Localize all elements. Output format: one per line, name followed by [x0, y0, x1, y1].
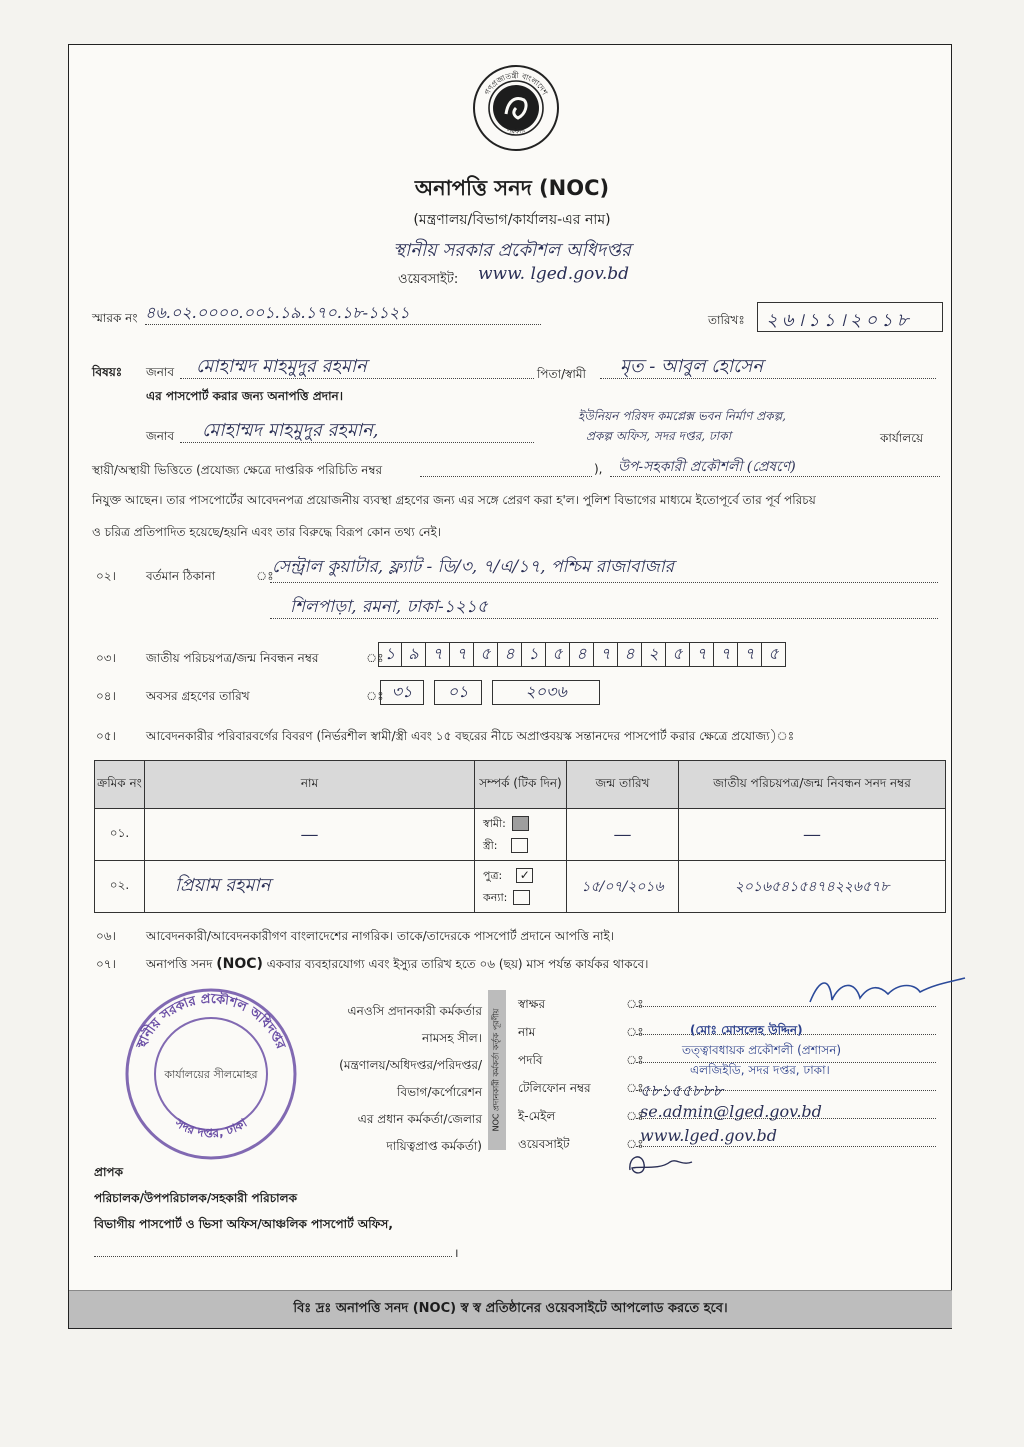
office-detail-1: ইউনিয়ন পরিষদ কমপ্লেক্স ভবন নির্মাণ প্রকল্প, — [578, 409, 786, 423]
nid-digit-box: ৪ — [498, 642, 522, 667]
nid-digit-box: ৭ — [738, 642, 762, 667]
row-nid: — — [679, 809, 946, 861]
nid-digit-box: ১ — [522, 642, 546, 667]
left-line: বিভাগ/কর্পোরেশন — [397, 1085, 482, 1099]
father-label: পিতা/স্বামী — [537, 367, 586, 381]
nid-digit-box: ৭ — [714, 642, 738, 667]
row-dob: ১৫/০৭/২০১৬ — [567, 861, 679, 913]
permanent-text: স্থায়ী/অস্থায়ী ভিত্তিতে (প্রযোজ্য ক্ষেত্রে দাপ্তরিক পরিচিতি নম্বর — [92, 463, 383, 477]
label-name: নাম — [518, 1025, 536, 1039]
memo-value: ৪৬.০২.০০০০.০০১.১৯.১৭০.১৮-১১২১ — [145, 303, 410, 322]
father-value: মৃত - আবুল হোসেন — [620, 356, 764, 377]
retire-year: ২০৩৬ — [492, 680, 600, 705]
retire-label: অবসর গ্রহণের তারিখ — [146, 689, 250, 703]
permanent-dotline — [420, 476, 592, 477]
name2-dotline — [180, 442, 534, 443]
nid-digit-box: ১ — [378, 642, 402, 667]
signatory-name: (মোঃ মোসলেহ উদ্দিন) — [690, 1023, 803, 1037]
email-value: se.admin@lged.gov.bd — [640, 1102, 822, 1121]
left-line: (মন্ত্রণালয়/অধিদপ্তর/পরিদপ্তর/ — [339, 1058, 482, 1072]
th-name: নাম — [145, 761, 475, 809]
table-row — [95, 809, 946, 861]
signature-scribble-icon — [800, 972, 970, 1012]
date-label: তারিখঃ — [708, 313, 745, 327]
paragraph-2: ও চরিত্র প্রতিপাদিত হয়েছে/হয়নি এবং তার বিরুদ্ধে বিরূপ কোন তথ্য নেই। — [92, 525, 442, 539]
address-line-1: সেন্ট্রাল কুয়াটার, ফ্ল্যাট - ডি/৩, ৭/এ/১৭, পশ্চিম রাজাবাজার — [272, 557, 674, 577]
th-nid: জাতীয় পরিচয়পত্র/জন্ম নিবন্ধন সনদ নম্বর — [679, 761, 946, 809]
recipient-line-1: পরিচালক/উপপরিচালক/সহকারী পরিচালক — [94, 1191, 297, 1205]
address-dotline-1 — [270, 582, 938, 583]
rel-husband: স্বামী: — [483, 816, 506, 830]
row-serial: ০২. — [95, 861, 145, 913]
nid-digit-box: ৫ — [762, 642, 786, 667]
signatory-designation: তত্ত্বাবধায়ক প্রকৌশলী (প্রশাসন) — [682, 1043, 842, 1057]
designation-value: উপ-সহকারী প্রকৌশলী (প্রেষণে) — [618, 459, 796, 475]
item-04-num: ০৪। — [96, 689, 116, 703]
row-dob: — — [567, 809, 679, 861]
row-name: — — [145, 809, 475, 861]
seal-ring-text: স্থানীয় সরকার প্রকৌশল অধিদপ্তর — [134, 991, 288, 1052]
mr-label: জনাব — [146, 365, 175, 379]
table-row — [95, 861, 946, 913]
label-email: ই-মেইল — [518, 1109, 556, 1123]
office-seal-icon — [118, 984, 304, 1164]
note-07 — [146, 956, 648, 976]
item-03-num: ০৩। — [96, 651, 116, 665]
designation-dotline — [610, 476, 940, 477]
left-line: দায়িত্বপ্রাপ্ত কর্মকর্তা) — [386, 1139, 482, 1153]
government-seal-icon — [472, 64, 560, 152]
nid-digit-box: ৭ — [450, 642, 474, 667]
nid-digit-box: ৭ — [594, 642, 618, 667]
nid-digit-box: ৯ — [402, 642, 426, 667]
row-name: প্রিয়াম রহমান — [145, 861, 475, 913]
applicant-name: মোহাম্মদ মাহমুদুর রহমান — [196, 356, 367, 377]
family-label: আবেদনকারীর পরিবারবর্গের বিবরণ (নির্ভরশীল স্বামী/স্ত্রী এবং ১৫ বছরের নীচে অপ্রাপ্তবয়স্ক সন্তানদের পাসপোর্ট করার ক্ষেত্রে প্রযোজ্য)ঃ — [146, 729, 795, 743]
page-title: অনাপত্তি সনদ (NOC) — [414, 176, 610, 200]
nid-digit-box: ২ — [642, 642, 666, 667]
left-line: এনওসি প্রদানকারী কর্মকর্তার — [347, 1004, 482, 1018]
subject-label: বিষয়ঃ — [92, 365, 123, 379]
address-line-2: শিলপাড়া, রমনা, ঢাকা-১২১৫ — [290, 597, 488, 617]
left-line: এর প্রধান কর্মকর্তা/জেলার — [357, 1112, 482, 1126]
seal-bottom-text: সদর দপ্তর, ঢাকা — [172, 1115, 250, 1141]
item-05-num: ০৫। — [96, 729, 116, 743]
initial-scribble-icon — [620, 1148, 700, 1178]
rel-wife: স্ত্রী: — [483, 838, 498, 852]
th-relation: সম্পর্ক (টিক দিন) — [475, 761, 567, 809]
nid-digit-box: ৫ — [474, 642, 498, 667]
seal-text-bottom: সরকার — [505, 125, 527, 136]
svg-text:স্থানীয় সরকার প্রকৌশল অধিদপ্ত — [134, 989, 289, 1052]
father-dotline — [600, 378, 936, 379]
wife-checkbox[interactable] — [511, 838, 528, 853]
seal-text-top: গণপ্রজাতন্ত্রী বাংলাদেশ — [482, 70, 550, 97]
office-detail-2: প্রকল্প অফিস, সদর দপ্তর, ঢাকা — [586, 429, 732, 443]
noc-vertical-strip — [488, 990, 506, 1150]
paragraph-1: নিযুক্ত আছেন। তার পাসপোর্টের আবেদনপত্র প্রয়োজনীয় ব্যবস্থা গ্রহণের জন্য এর সঙ্গে প্রেরণ করা হ'ল। পুলিশ বিভাগের মাধ্যমে ইতোপূর্বে তার পূর্ব পরিচয় — [92, 493, 816, 507]
address-dotline-2 — [270, 618, 938, 619]
website-label: ওয়েবসাইট: — [398, 272, 459, 287]
recipient-line-2: বিভাগীয় পাসপোর্ট ও ভিসা অফিস/আঞ্চলিক পাসপোর্ট অফিস, — [94, 1217, 393, 1231]
left-line: নামসহ সীল। — [422, 1031, 482, 1045]
signature-left-block — [308, 998, 482, 1160]
address-label: বর্তমান ঠিকানা — [146, 569, 216, 583]
daughter-checkbox[interactable] — [513, 890, 530, 905]
svg-text:সদর দপ্তর, ঢাকা — [172, 1115, 250, 1140]
retire-boxes — [380, 680, 600, 705]
retire-day: ৩১ — [380, 680, 424, 705]
rel-daughter: কন্যা: — [483, 890, 508, 904]
strip-text: NOC প্রদানকারী কর্মকর্তা কর্তৃক পূরণীয় — [491, 1008, 501, 1132]
dotline-web — [636, 1146, 936, 1147]
husband-checkbox[interactable] — [512, 816, 529, 831]
footer-note: বিঃ দ্রঃ অনাপত্তি সনদ (NOC) স্ব স্ব প্রতিষ্ঠানের ওয়েবসাইটে আপলোড করতে হবে। — [69, 1290, 952, 1328]
item-07-num: ০৭। — [96, 957, 116, 971]
table-header-row — [95, 761, 946, 809]
nid-digit-box: ৪ — [618, 642, 642, 667]
retire-month: ০১ — [434, 680, 482, 705]
th-serial: ক্রমিক নং — [95, 761, 145, 809]
website-sig-value: www.lged.gov.bd — [640, 1126, 778, 1145]
nid-digit-box: ৪ — [570, 642, 594, 667]
recipient-label: প্রাপক — [94, 1165, 123, 1179]
row-nid: ২০১৬৫৪১৫৪৭৪২২৬৫৭৮ — [679, 861, 946, 913]
label-website: ওয়েবসাইট — [518, 1137, 570, 1151]
family-table — [94, 760, 946, 913]
rel-son: পুত্র: — [483, 868, 503, 882]
note-07-c: একবার ব্যবহারযোগ্য এবং ইস্যুর তারিখ হতে ০৬ (ছয়) মাস পর্যন্ত কার্যকর থাকবে। — [266, 957, 649, 971]
nid-digit-box: ৫ — [666, 642, 690, 667]
office-suffix: কার্যালয়ে — [880, 431, 924, 445]
date-value: ২৬।১১।২০১৮ — [766, 310, 913, 331]
seal-center-text: কার্যালয়ের সীলমোহর — [164, 1068, 258, 1081]
nid-digit-box: ৫ — [546, 642, 570, 667]
item-02-num: ০২। — [96, 569, 116, 583]
nid-label: জাতীয় পরিচয়পত্র/জন্ম নিবন্ধন নম্বর — [146, 651, 319, 665]
recipient-dotline — [94, 1256, 452, 1257]
item-06-num: ০৬। — [96, 929, 116, 943]
office-name: স্থানীয় সরকার প্রকৌশল অধিদপ্তর — [393, 240, 631, 261]
label-designation: পদবি — [518, 1053, 543, 1067]
note-06: আবেদনকারী/আবেদনকারীগণ বাংলাদেশের নাগরিক। তাকে/তাদেরকে পাসপোর্ট প্রদানে আপত্তি নাই। — [146, 929, 615, 943]
subject-line2: এর পাসপোর্ট করার জন্য অনাপত্তি প্রদান। — [146, 389, 344, 403]
nid-digit-box: ৭ — [690, 642, 714, 667]
page-subtitle: (মন্ত্রণালয়/বিভাগ/কার্যালয়-এর নাম) — [413, 212, 611, 228]
label-phone: টেলিফোন নম্বর — [518, 1081, 591, 1095]
nid-boxes — [378, 642, 786, 667]
label-signature: স্বাক্ষর — [518, 997, 546, 1011]
row-serial: ০১. — [95, 809, 145, 861]
website-value: www. lged.gov.bd — [478, 264, 629, 284]
date-box — [757, 302, 943, 332]
memo-dotline — [145, 324, 541, 325]
phone-value: ৫৮১৫৫৮৮৮ — [640, 1081, 724, 1100]
son-checkbox[interactable]: ✓ — [516, 868, 533, 883]
note-07-a: অনাপত্তি সনদ — [146, 957, 213, 971]
mr-label-2: জনাব — [146, 429, 175, 443]
signature-labels — [518, 990, 591, 1158]
note-07-b: (NOC) — [216, 956, 263, 972]
nid-digit-box: ৭ — [426, 642, 450, 667]
applicant-name-2: মোহাম্মদ মাহমুদুর রহমান, — [202, 420, 379, 441]
name-dotline — [180, 378, 534, 379]
memo-label: স্মারক নং — [92, 311, 138, 325]
signatory-office: এলজিইডি, সদর দপ্তর, ঢাকা। — [690, 1063, 830, 1077]
th-dob: জন্ম তারিখ — [567, 761, 679, 809]
